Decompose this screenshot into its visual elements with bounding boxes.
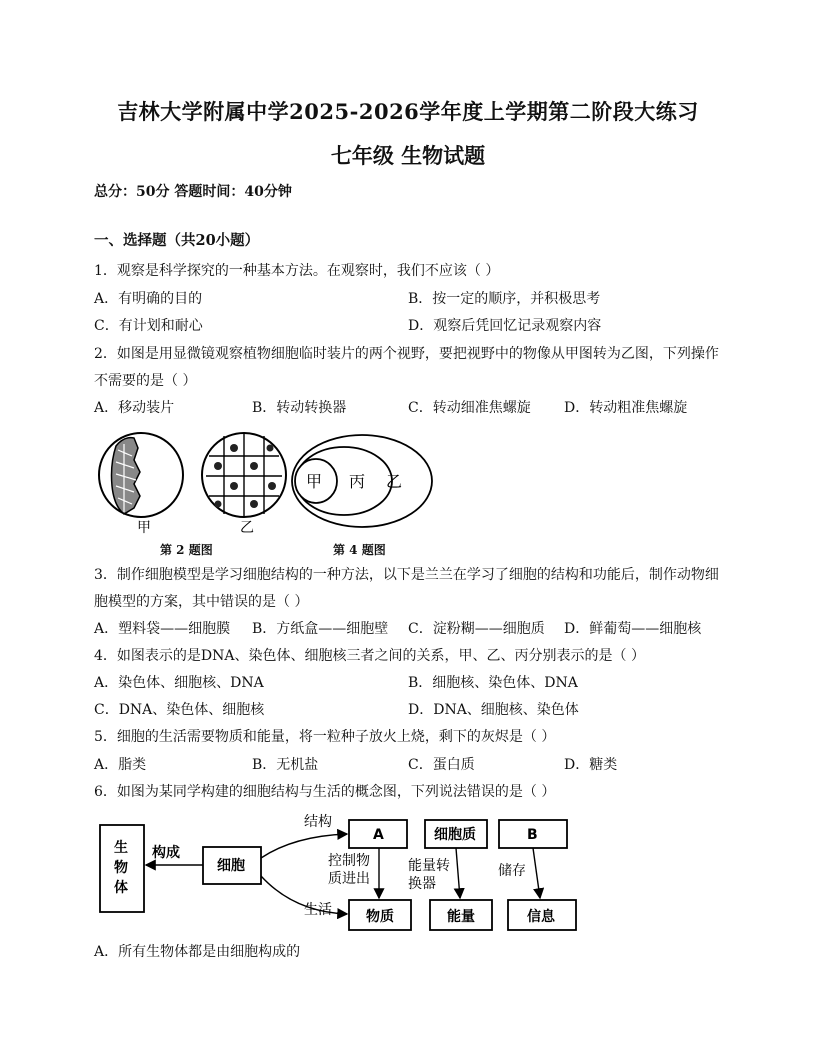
section-title: 一、选择题（共20小题） [94,232,260,249]
figure-2-caption: 第 2 题图 [160,543,213,557]
organism-label-3: 体 [114,880,128,896]
question-6-option-a: A．所有生物体都是由细胞构成的 [94,944,301,960]
question-2-option-d: D．转动粗准焦螺旋 [564,400,688,416]
cytoplasm-label: 细胞质 [434,827,476,843]
question-6-stem: 6．如图为某同学构建的细胞结构与生活的概念图，下列说法错误的是（ ） [94,784,556,800]
exam-meta: 总分：50分 答题时间：40分钟 [94,184,292,200]
compose-label: 构成 [152,845,180,861]
question-5-option-d: D．糖类 [564,757,618,773]
energy-converter-label-1: 能量转 [408,858,450,874]
question-1-option-b: B．按一定的顺序，并积极思考 [408,291,601,307]
control-label-2: 质进出 [328,871,370,887]
question-1-option-c: C．有计划和耐心 [94,318,203,334]
question-4-option-d: D．DNA、细胞核、染色体 [408,702,579,718]
fig4-label-outer: 乙 [386,472,403,491]
info-label: 信息 [527,909,555,925]
cell-label: 细胞 [217,858,245,874]
question-5-option-a: A．脂类 [94,757,147,773]
structure-label: 结构 [304,814,332,830]
concept-map [94,808,594,936]
microscope-view-jia [99,433,183,517]
question-4-option-b: B．细胞核、染色体、DNA [408,675,578,691]
box-a-label: A [373,827,384,843]
question-3-stem-line-2: 胞模型的方案，其中错误的是（ ） [94,594,309,610]
question-3-option-c: C．淀粉糊——细胞质 [408,621,545,637]
store-label: 储存 [498,863,526,879]
question-1-option-d: D．观察后凭回忆记录观察内容 [408,318,602,334]
question-4-option-c: C．DNA、染色体、细胞核 [94,702,265,718]
question-2-stem-line-2: 不需要的是（ ） [94,373,197,389]
question-2-option-b: B．转动转换器 [252,400,347,416]
question-5-option-c: C．蛋白质 [408,757,475,773]
page-subtitle: 七年级 生物试题 [330,143,486,168]
life-label: 生活 [304,902,332,918]
question-1-stem: 1．观察是科学探究的一种基本方法。在观察时，我们不应该（ ） [94,263,500,279]
substance-label: 物质 [366,909,394,925]
microscope-view-yi [202,433,286,517]
box-b-label: B [527,827,538,843]
energy-converter-label-2: 换器 [408,876,436,892]
question-3-option-a: A．塑料袋——细胞膜 [94,621,231,637]
question-5-option-b: B．无机盐 [252,757,319,773]
question-5-stem: 5．细胞的生活需要物质和能量，将一粒种子放火上烧，剩下的灰烬是（ ） [94,729,556,745]
fig2-label-yi: 乙 [240,520,254,536]
question-3-stem-line-1: 3．制作细胞模型是学习细胞结构的一种方法，以下是兰兰在学习了细胞的结构和功能后，制作动物细 [94,567,719,583]
question-2-stem-line-1: 2．如图是用显微镜观察植物细胞临时装片的两个视野，要把视野中的物像从甲图转为乙图，下列操作 [94,346,719,362]
figure-4-caption: 第 4 题图 [333,543,386,557]
question-4-stem: 4．如图表示的是DNA、染色体、细胞核三者之间的关系，甲、乙、丙分别表示的是（ ） [94,648,645,664]
fig4-label-inner: 甲 [306,472,323,491]
question-3-option-d: D．鲜葡萄——细胞核 [564,621,702,637]
organism-label-1: 生 [114,840,128,856]
energy-label: 能量 [447,909,475,925]
organism-label-2: 物 [114,860,128,876]
control-label-1: 控制物 [328,853,370,869]
question-2-option-a: A．移动装片 [94,400,175,416]
figures-q2-q4 [94,426,434,538]
question-1-option-a: A．有明确的目的 [94,291,203,307]
question-3-option-b: B．方纸盒——细胞壁 [252,621,389,637]
page-title: 吉林大学附属中学2025-2026学年度上学期第二阶段大练习 [117,99,699,124]
fig2-label-jia: 甲 [137,520,151,536]
question-2-option-c: C．转动细准焦螺旋 [408,400,531,416]
fig4-label-middle: 丙 [349,472,366,491]
question-4-option-a: A．染色体、细胞核、DNA [94,675,264,691]
